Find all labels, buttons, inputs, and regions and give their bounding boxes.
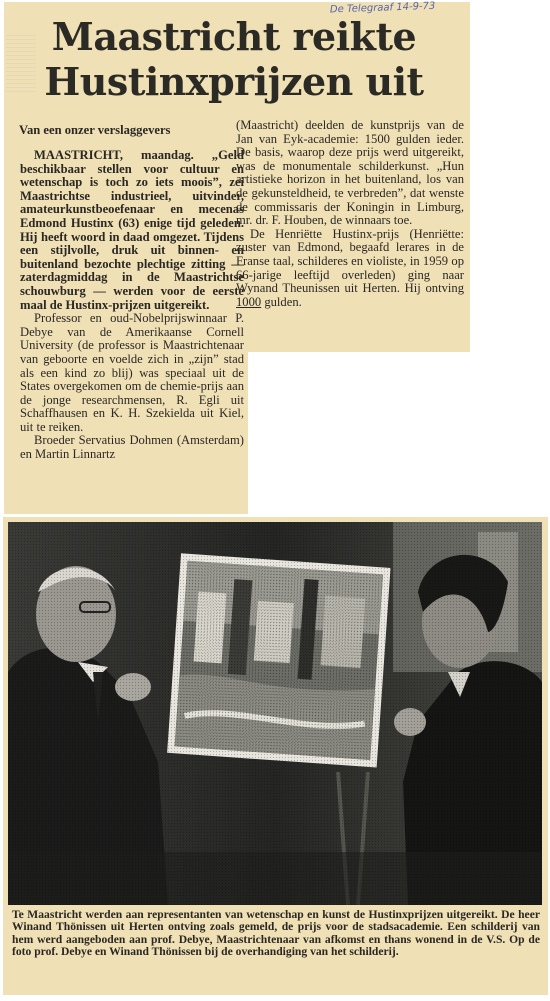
- news-photo: [8, 522, 542, 905]
- article-headline: Maastricht reikte Hustinxprijzen uit: [44, 14, 424, 104]
- article-column-2: [236, 119, 464, 309]
- photo-scene: [8, 522, 542, 905]
- lead-paragraph: „Geld beschikbaar stellen voor cultuur en wetenschap is toch zo iets moois”, zei Maastrichtse industrieel, uitvinder, amateurkunstbeoefenaar en mecenas Edmond Hustinx (63) enige tijd geleden. Hij heeft woord in daad omgezet. Tijdens een stijlvolle, druk uit binnen- en buitenland bezochte plechtige zitting — zaterdagmiddag in de Maastrichtse schouwburg — werden voor de eerste maal de Hustinx-prijzen uitgereikt.: [20, 148, 244, 312]
- paragraph-henriette-prize: De Henriëtte Hustinx-prijs (Henriëtte: zuster van Edmond, begaafd lerares in de Franse taal, schilderes en violiste, in 1959 op 66-jarige leeftijd overleden) ging naar Wynand Theunissen uit Herten. Hij ontving 1000 gulden.: [236, 226, 464, 309]
- paragraph-debye: Professor en oud-Nobelprijswinnaar P. Debye van de Amerikaanse Cornell University (de professor is Maastrichtenaar van geboorte en voelde zich in „zijn” stad als een kind zo blij) was speciaal uit de States overgekomen om de chemie-prijs aan de jonge researchmensen, R. Egli uit Schaffhausen en K. H. Szekielda uit Kiel, uit te reiken.: [20, 311, 244, 434]
- prize-amount: 1000: [236, 294, 262, 309]
- paragraph-kunstprijs: (Maastricht) deelden de kunstprijs van de Jan van Eyk-academie: 1500 gulden ieder. De basis, waarop deze prijs werd uitgereikt, was de monumentale schilderkunst. „Hun artistieke horizon in het buitenland, los van de gekunsteldheid, te verbreden”, dat wenste de commissaris der Koningin in Limburg, mr. dr. F. Houben, de winnaars toe.: [236, 118, 464, 228]
- paragraph-dohmen: Broeder Servatius Dohmen (Amsterdam) en Martin Linnartz: [20, 433, 244, 462]
- article-column-1: [20, 149, 244, 462]
- handwritten-source-note: De Telegraaf 14-9-73: [329, 0, 436, 16]
- photo-caption: Te Maastricht werden aan representanten van wetenschap en kunst de Hustinxprijzen uitgereikt. De heer Winand Thönissen uit Herten ontving zoals gemeld, de prijs voor de stadsacademie. Een schilderij van hem werd aangeboden aan prof. Debye, Maastrichtenaar van afkomst en thans wonend in de V.S. Op de foto prof. Debye en Winand Thönissen bij de overhandiging van het schilderij.: [12, 908, 540, 959]
- dateline: MAASTRICHT, maandag.: [34, 148, 194, 162]
- article-byline: Van een onzer verslaggevers: [19, 123, 171, 137]
